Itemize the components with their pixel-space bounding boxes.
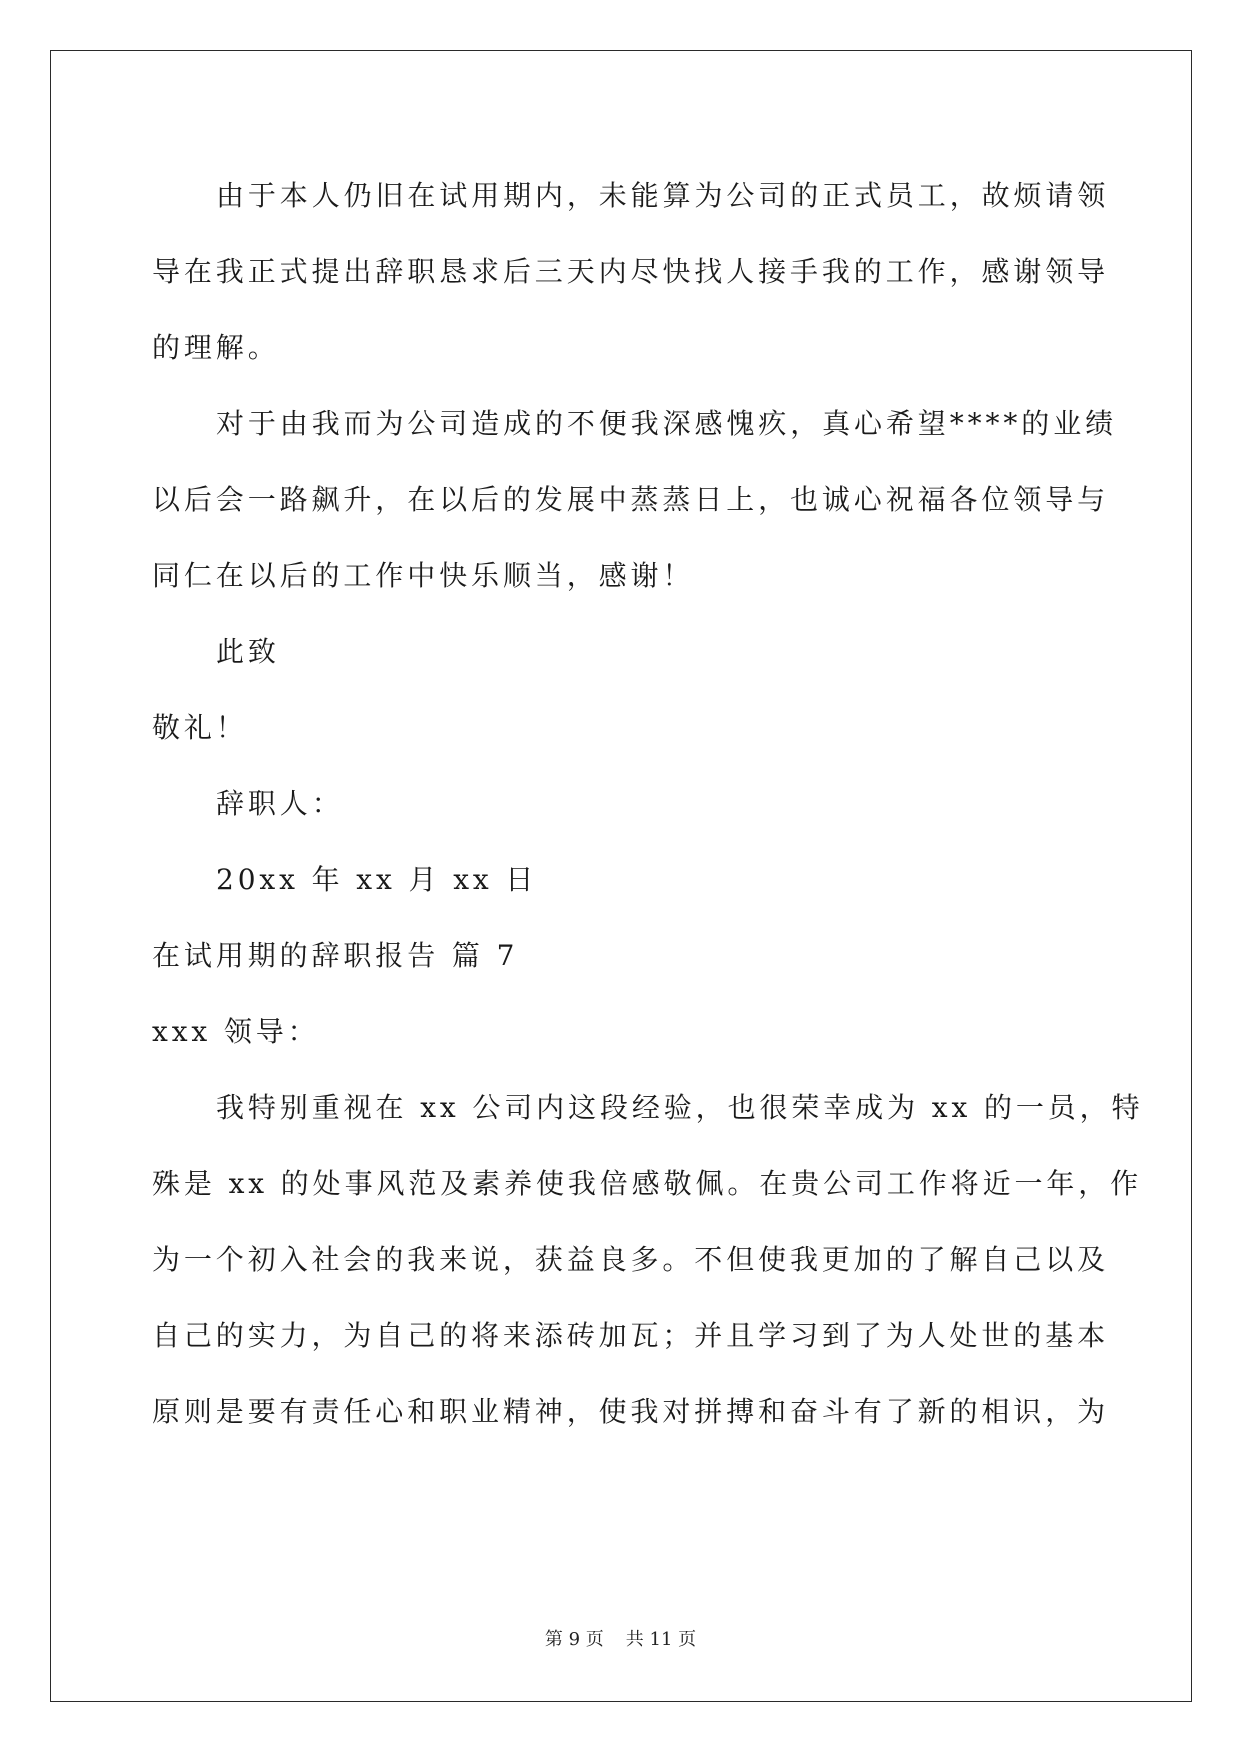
closing-regards: 敬礼！ (152, 711, 248, 744)
paragraph-line: 为一个初入社会的我来说，获益良多。不但使我更加的了解自己以及 (152, 1243, 1110, 1276)
paragraph-line: 以后会一路飙升，在以后的发展中蒸蒸日上，也诚心祝福各位领导与 (152, 483, 1110, 516)
paragraph-line: 我特别重视在 xx 公司内这段经验，也很荣幸成为 xx 的一员，特 (216, 1091, 1144, 1124)
paragraph-line: 原则是要有责任心和职业精神，使我对拼搏和奋斗有了新的相识，为 (152, 1395, 1110, 1428)
closing-salutation: 此致 (216, 635, 280, 668)
section-heading: 在试用期的辞职报告 篇 7 (152, 939, 519, 972)
document-body (152, 158, 1144, 1450)
paragraph-line: 自己的实力，为自己的将来添砖加瓦；并且学习到了为人处世的基本 (152, 1319, 1110, 1352)
paragraph-line: 同仁在以后的工作中快乐顺当，感谢！ (152, 559, 695, 592)
paragraph-line: 对于由我而为公司造成的不便我深感愧疚，真心希望****的业绩 (216, 407, 1118, 440)
paragraph-line: 导在我正式提出辞职恳求后三天内尽快找人接手我的工作，感谢领导 (152, 255, 1110, 288)
date-line: 20xx 年 xx 月 xx 日 (216, 863, 538, 896)
page-footer (0, 1628, 1241, 1652)
paragraph-line: 殊是 xx 的处事风范及素养使我倍感敬佩。在贵公司工作将近一年，作 (152, 1167, 1143, 1200)
letter-salutation: xxx 领导： (152, 1015, 320, 1048)
page-number: 第 9 页 (544, 1629, 604, 1650)
page-total: 共 11 页 (625, 1629, 697, 1650)
paragraph-line: 由于本人仍旧在试用期内，未能算为公司的正式员工，故烦请领 (216, 179, 1110, 212)
paragraph-line: 的理解。 (152, 331, 280, 364)
signature-label: 辞职人： (216, 787, 344, 820)
